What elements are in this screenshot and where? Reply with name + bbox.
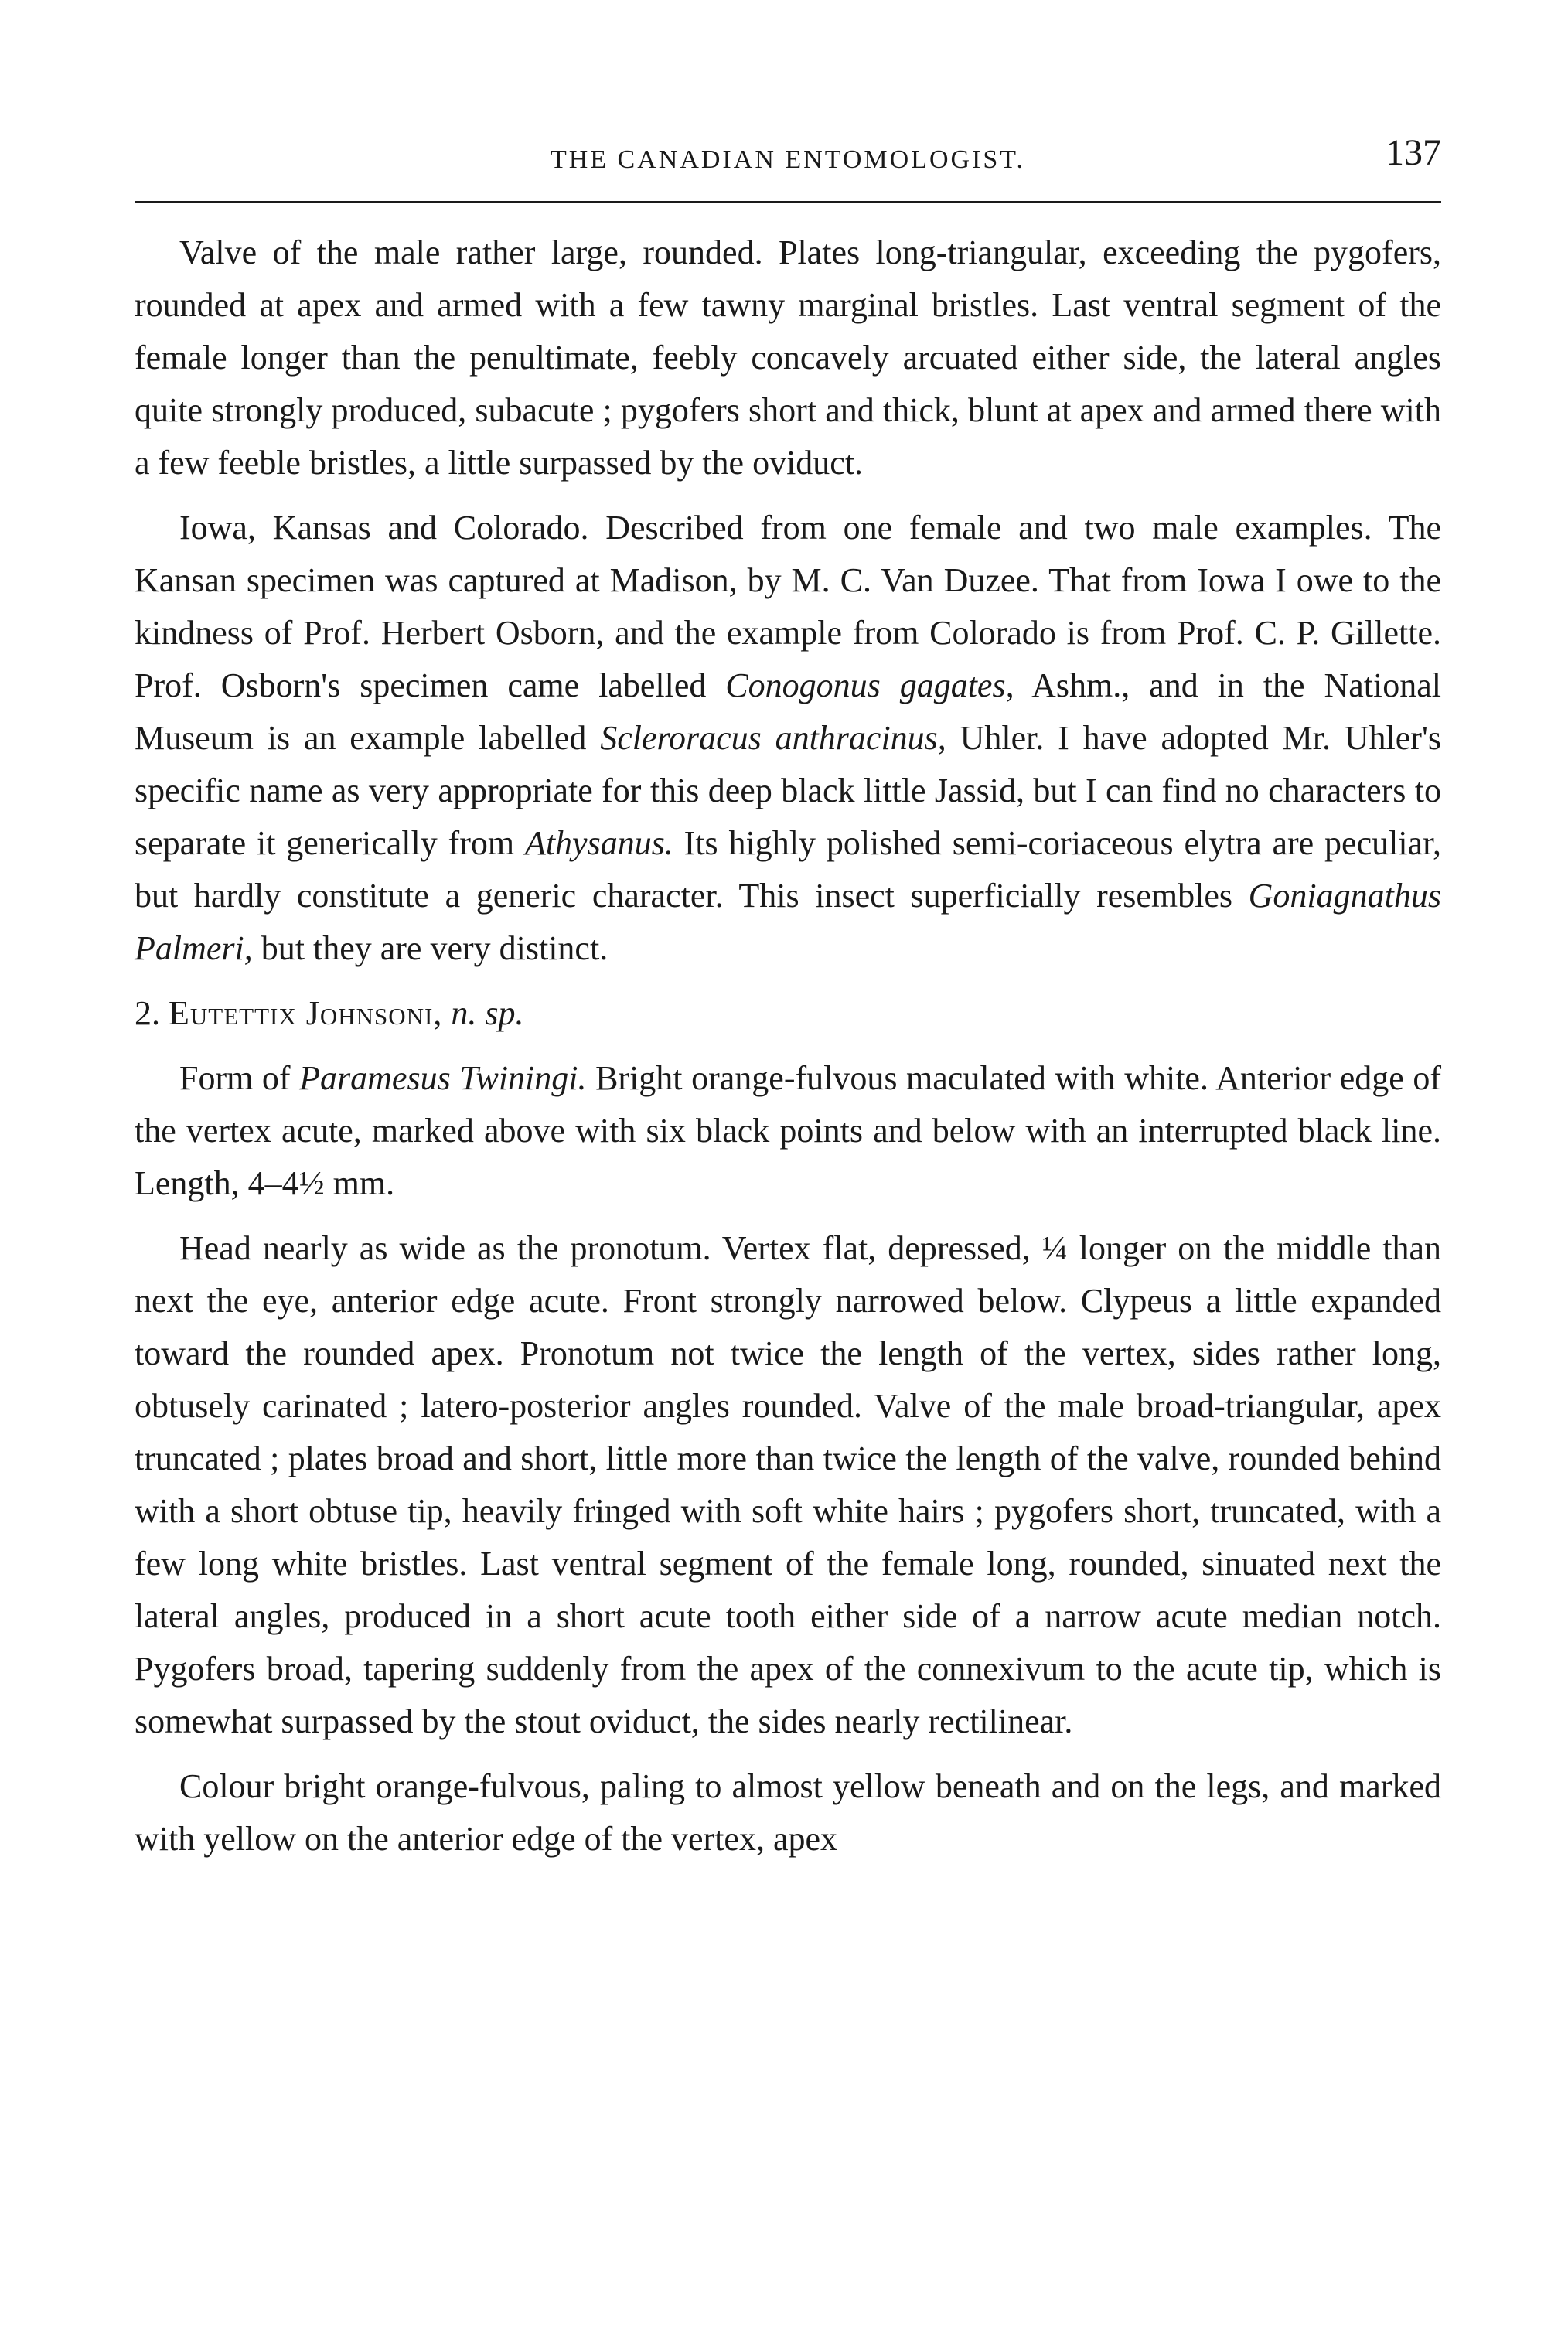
body-text [135,227,1441,1865]
paragraph-3 [135,1052,1441,1210]
genus-name-italic: Athysanus. [524,824,673,862]
species-name-italic: Conogonus gagates, [725,666,1014,704]
paragraph-3-text-2: Bright orange-fulvous maculated with white. Anterior edge of the vertex acute, marked above with six black points and below with an interrupted black line. Length, 4–4½ mm. [135,1059,1442,1202]
page-number: 137 [1386,132,1441,173]
paragraph-1: Valve of the male rather large, rounded. Plates long-triangular, exceeding the pygofers, rounded at apex and armed with a few tawny marginal bristles. Last ventral segment of the female longer than the penultimate, feebly concavely arcuated either side, the lateral angles quite strongly produced, subacute ; pygofers short and thick, blunt at apex and armed there with a few feeble bristles, a little surpassed by the oviduct. [135,233,1441,482]
species-name-italic: Paramesus Twiningi. [299,1059,587,1097]
paragraph-2-text-3: Uhler. I have adopted Mr. Uhler's specific name as very appropriate for this deep black little Jassid, but I can find no characters to separate it generically from [135,719,1441,862]
species-name-italic: Scleroracus anthracinus, [600,719,946,757]
species-heading [135,987,1441,1040]
species-number: 2. [135,994,169,1032]
header-rule [135,201,1441,203]
paragraph-2-text-1: Iowa, Kansas and Colorado. Described from one female and two male examples. The Kansan specimen was captured at Madison, by M. C. Van Duzee. That from Iowa I owe to the kindness of Prof. Herbert Osborn, and the example from Colorado is from Prof. C. P. Gillette. Prof. Osborn's specimen came labelled [135,509,1441,704]
species-name-italic: Goniagnathus Palmeri, [135,877,1441,967]
paragraph-5: Colour bright orange-fulvous, paling to almost yellow beneath and on the legs, and marked with yellow on the anterior edge of the vertex, apex [135,1767,1441,1858]
paragraph-2-text-5: but they are very distinct. [252,929,608,967]
page [135,131,1441,1878]
paragraph-4: Head nearly as wide as the pronotum. Vertex flat, depressed, ¼ longer on the middle than next the eye, anterior edge acute. Front strongly narrowed below. Clypeus a little expanded toward the rounded apex. Pronotum not twice the length of the vertex, sides rather long, obtusely carinated ; latero-posterior angles rounded. Valve of the male broad-triangular, apex truncated ; plates broad and short, little more than twice the length of the valve, rounded behind with a short obtuse tip, heavily fringed with soft white hairs ; pygofers short, truncated, with a few long white bristles. Last ventral segment of the female long, rounded, sinuated next the lateral angles, produced in a short acute tooth either side of a narrow acute median notch. Pygofers broad, tapering suddenly from the apex of the connexivum to the acute tip, which is somewhat surpassed by the stout oviduct, the sides nearly rectilinear. [135,1229,1441,1740]
paragraph-3-text-1: Form of [179,1059,300,1097]
species-designation: n. sp. [451,994,524,1032]
running-head [135,131,1441,193]
paragraph-2-text-4: Its highly polished semi-coriaceous elytra are peculiar, but hardly constitute a generic character. This insect superficially resembles [135,824,1441,915]
paragraph-2 [135,502,1441,975]
running-title: THE CANADIAN ENTOMOLOGIST. [550,145,1026,174]
species-heading-name: Eutettix Johnsoni, [169,994,443,1032]
paragraph-2-text-2: Ashm., and in the National Museum is an example labelled [135,666,1441,757]
